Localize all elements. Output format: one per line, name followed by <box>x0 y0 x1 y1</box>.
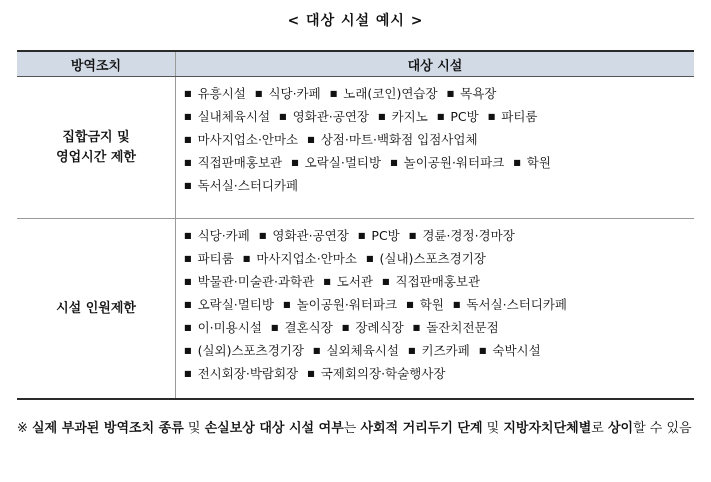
facility-item <box>313 343 399 358</box>
header-measure: 방역조치 <box>17 51 176 77</box>
facility-item <box>307 132 477 147</box>
facility-name: 유흥시설 <box>197 86 246 101</box>
square-bullet-icon: ■ <box>446 89 455 98</box>
footnote-segment: 및 <box>482 421 504 436</box>
facility-item <box>307 366 445 381</box>
square-bullet-icon: ■ <box>329 89 338 98</box>
facility-line <box>184 362 694 385</box>
square-bullet-icon: ■ <box>291 158 299 167</box>
facility-line <box>184 270 694 293</box>
facility-name: 직접판매홍보관 <box>395 274 481 289</box>
facility-item <box>184 86 246 101</box>
square-bullet-icon: ■ <box>184 135 192 144</box>
facility-name: PC방 <box>450 109 479 124</box>
facility-item <box>184 297 274 312</box>
square-bullet-icon: ■ <box>406 300 414 309</box>
square-bullet-icon: ■ <box>323 277 331 286</box>
facility-name: 돌잔치전문점 <box>426 320 499 335</box>
facility-item <box>184 320 262 335</box>
facility-name: 노래(코인)연습장 <box>343 86 438 101</box>
facility-name: 독서실·스터디카페 <box>197 178 299 193</box>
facility-line <box>184 247 694 270</box>
square-bullet-icon: ■ <box>312 346 321 355</box>
facility-name: 숙박시설 <box>492 343 541 358</box>
facility-line <box>184 82 694 105</box>
square-bullet-icon: ■ <box>513 158 521 167</box>
facility-name: 박물관·미술관·과학관 <box>197 274 315 289</box>
facility-item <box>453 297 567 312</box>
facility-line <box>184 151 694 174</box>
square-bullet-icon: ■ <box>184 89 192 98</box>
facility-name: 학원 <box>419 297 444 312</box>
facility-name: 직접판매홍보관 <box>197 155 283 170</box>
facility-name: 키즈카페 <box>421 343 470 358</box>
table-row <box>17 219 694 400</box>
facility-name: 국제회의장·학술행사장 <box>320 366 446 381</box>
facility-item <box>323 274 373 289</box>
footnote-segment: 는 <box>343 421 361 436</box>
facility-item <box>479 343 541 358</box>
facility-item <box>513 155 551 170</box>
facility-name: 오락실·멀티방 <box>304 155 382 170</box>
table-header-row <box>17 51 694 77</box>
facility-item <box>184 178 298 193</box>
square-bullet-icon: ■ <box>452 300 461 309</box>
facility-item <box>255 86 321 101</box>
facility-item <box>279 109 369 124</box>
page-title: < 대상 시설 예시 > <box>287 13 424 29</box>
facility-item <box>259 228 349 243</box>
footnote-segment: 로 <box>591 421 608 436</box>
square-bullet-icon: ■ <box>357 231 366 240</box>
facility-item <box>406 297 444 312</box>
facility-name: 경륜·경정·경마장 <box>422 228 515 243</box>
facility-name: 식당·카페 <box>268 86 321 101</box>
footnote-emphasis: 상이 <box>607 421 634 436</box>
facility-name: 파티룸 <box>501 109 538 124</box>
square-bullet-icon: ■ <box>184 369 192 378</box>
facility-name: 목욕장 <box>460 86 497 101</box>
facility-item <box>291 155 381 170</box>
footnote-emphasis: 지방자치단체별 <box>503 421 592 436</box>
measure-cell <box>17 77 176 219</box>
square-bullet-icon: ■ <box>184 254 192 263</box>
footnote-emphasis: 실제 부과된 방역조치 종류 <box>32 421 184 436</box>
facility-name: 도서관 <box>336 274 373 289</box>
facility-name: 실내체육시설 <box>197 109 271 124</box>
facility-name: 장례식장 <box>355 320 404 335</box>
square-bullet-icon: ■ <box>184 277 192 286</box>
square-bullet-icon: ■ <box>184 346 192 355</box>
facility-name: 결혼식장 <box>284 320 333 335</box>
footnote <box>17 418 702 440</box>
facility-line <box>184 316 694 339</box>
measure-label-line: 영업시간 제한 <box>56 149 136 165</box>
square-bullet-icon: ■ <box>242 254 251 263</box>
facility-item <box>184 155 282 170</box>
facility-name: 영화관·공연장 <box>292 109 370 124</box>
facility-item <box>447 86 497 101</box>
square-bullet-icon: ■ <box>390 158 398 167</box>
facility-item <box>184 132 298 147</box>
facility-name: 이·미용시설 <box>197 320 262 335</box>
facility-item <box>382 274 480 289</box>
facility-line <box>184 174 694 197</box>
footnote-emphasis: 손실보상 대상 시설 여부 <box>204 421 344 436</box>
square-bullet-icon: ■ <box>279 112 287 121</box>
facility-name: 마사지업소·안마소 <box>197 132 299 147</box>
square-bullet-icon: ■ <box>341 323 350 332</box>
facility-item <box>413 320 499 335</box>
facility-name: 전시회장·박람회장 <box>197 366 299 381</box>
facility-line <box>184 105 694 128</box>
facility-name: 실외체육시설 <box>326 343 399 358</box>
facility-item <box>330 86 438 101</box>
reference-mark: ※ <box>17 421 28 436</box>
square-bullet-icon: ■ <box>487 112 496 121</box>
square-bullet-icon: ■ <box>258 231 267 240</box>
facility-item <box>243 251 357 266</box>
square-bullet-icon: ■ <box>184 300 192 309</box>
facility-item <box>271 320 333 335</box>
square-bullet-icon: ■ <box>184 231 192 240</box>
facility-name: 오락실·멀티방 <box>197 297 274 312</box>
facility-item <box>184 274 314 289</box>
facility-item <box>437 109 479 124</box>
facility-list <box>176 219 695 400</box>
facility-name: 마사지업소·안마소 <box>256 251 357 266</box>
facility-item <box>184 228 250 243</box>
footnote-segment: 및 <box>183 421 205 436</box>
measure-label-line: 시설 인원제한 <box>56 300 136 316</box>
facility-table <box>17 50 694 400</box>
facility-item <box>184 366 298 381</box>
facility-name: 독서실·스터디카페 <box>466 297 567 312</box>
square-bullet-icon: ■ <box>270 323 279 332</box>
facility-name: 식당·카페 <box>197 228 250 243</box>
facility-item <box>488 109 538 124</box>
square-bullet-icon: ■ <box>307 369 315 378</box>
facility-line <box>184 224 694 247</box>
square-bullet-icon: ■ <box>407 346 416 355</box>
facility-name: 파티룸 <box>197 251 234 266</box>
facility-item <box>390 155 504 170</box>
header-facilities: 대상 시설 <box>176 51 695 77</box>
facility-item <box>408 343 470 358</box>
square-bullet-icon: ■ <box>184 323 192 332</box>
facility-name: 영화관·공연장 <box>272 228 349 243</box>
facility-name: 학원 <box>526 155 551 170</box>
square-bullet-icon: ■ <box>365 254 374 263</box>
facility-name: (실내)스포츠경기장 <box>379 251 486 266</box>
facility-list <box>176 77 695 219</box>
square-bullet-icon: ■ <box>408 231 417 240</box>
square-bullet-icon: ■ <box>307 135 315 144</box>
facility-item <box>184 251 234 266</box>
facility-line <box>184 128 694 151</box>
facility-item <box>366 251 486 266</box>
facility-name: 상점·마트·백화점 입점사업체 <box>320 132 478 147</box>
facility-item <box>358 228 400 243</box>
facility-line <box>184 293 694 316</box>
square-bullet-icon: ■ <box>478 346 487 355</box>
measure-cell <box>17 219 176 400</box>
square-bullet-icon: ■ <box>283 300 291 309</box>
footnote-segment: 할 수 있음 <box>633 421 692 436</box>
facility-item <box>184 343 304 358</box>
facility-item <box>409 228 515 243</box>
footnote-text <box>32 421 692 436</box>
facility-name: (실외)스포츠경기장 <box>197 343 304 358</box>
square-bullet-icon: ■ <box>381 277 390 286</box>
square-bullet-icon: ■ <box>378 112 386 121</box>
facility-line <box>184 339 694 362</box>
table-row <box>17 77 694 219</box>
square-bullet-icon: ■ <box>436 112 445 121</box>
facility-name: 카지노 <box>391 109 428 124</box>
measure-label-line: 집합금지 및 <box>62 129 130 145</box>
square-bullet-icon: ■ <box>184 181 192 190</box>
facility-item <box>283 297 397 312</box>
square-bullet-icon: ■ <box>184 158 192 167</box>
facility-item <box>184 109 270 124</box>
square-bullet-icon: ■ <box>184 112 192 121</box>
facility-name: 놀이공원·워터파크 <box>296 297 398 312</box>
facility-item <box>378 109 428 124</box>
facility-name: PC방 <box>371 228 400 243</box>
square-bullet-icon: ■ <box>412 323 421 332</box>
facility-name: 놀이공원·워터파크 <box>403 155 505 170</box>
square-bullet-icon: ■ <box>254 89 263 98</box>
facility-item <box>342 320 404 335</box>
footnote-emphasis: 사회적 거리두기 단계 <box>360 421 483 436</box>
